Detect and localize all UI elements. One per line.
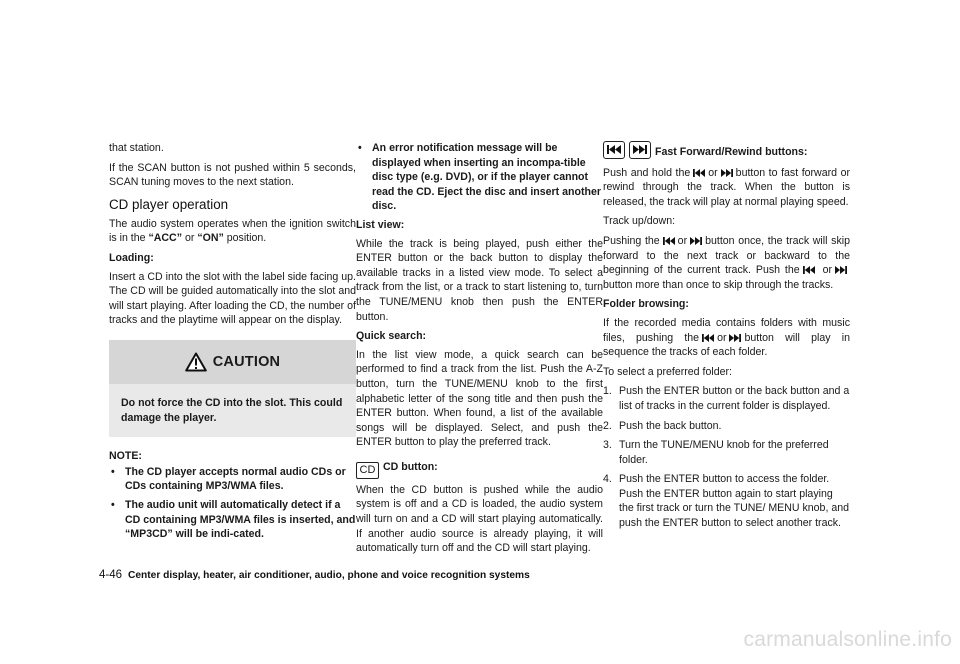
section-heading-cd-player: CD player operation xyxy=(109,196,229,212)
skip-forward-icon xyxy=(690,237,702,245)
caution-triangle-icon xyxy=(185,352,207,372)
skip-forward-icon xyxy=(729,334,741,342)
list-item: 3. Turn the TUNE/MENU knob for the preferred folder. xyxy=(603,439,829,466)
cd-icon: CD xyxy=(356,462,379,479)
text-folder: If the recorded media contains folders with music files, pushing the or button will play in sequence the tracks of each folder. xyxy=(603,316,850,359)
steps-list xyxy=(603,384,850,530)
subheading-cd-button: CD CD button: xyxy=(356,460,603,479)
note-label: NOTE: xyxy=(109,450,142,463)
subheading-list-view: List view: xyxy=(356,218,405,231)
column-left xyxy=(109,141,356,546)
column-middle xyxy=(356,141,603,561)
note-item: • The audio unit will automatically detect if a CD containing MP3/WMA files is inserted, and “MP3CD” will be indi-cated. xyxy=(109,498,356,542)
text-scan: If the SCAN button is not pushed within 5 seconds, SCAN tuning moves to the next station. xyxy=(109,161,356,189)
skip-back-icon xyxy=(702,334,714,342)
note-item: • The CD player accepts normal audio CDs or CDs containing MP3/WMA files. xyxy=(109,465,356,494)
caution-header xyxy=(109,340,356,384)
subheading-loading: Loading: xyxy=(109,251,154,264)
page-number: 4-46 xyxy=(99,569,123,581)
skip-forward-icon xyxy=(835,266,847,274)
column-right xyxy=(603,141,850,536)
text-quick-search: In the list view mode, a quick search can be performed to find a track from the list. Push the A-Z button, turn the TUNE/MENU knob to the first alphabetic letter of the song title and then push the ENTER button. When found, a list of the available songs will be displayed. Select, and push the ENTER button to play the preferred track. xyxy=(356,348,603,449)
list-item: 2. Push the back button. xyxy=(603,419,722,432)
list-item: 1. Push the ENTER button or the back button and a list of tracks in the current folder is displayed. xyxy=(603,385,850,412)
skip-back-icon xyxy=(603,141,625,159)
page-footer xyxy=(99,569,530,581)
text-loading: Insert a CD into the slot with the label side facing up. The CD will be guided automatically into the slot and will start playing. After loading the CD, the number of tracks and the playtime will appear on the display. xyxy=(109,270,356,327)
subheading-folder-browsing: Folder browsing: xyxy=(603,298,689,311)
text-list-view: While the track is being played, push either the ENTER button or the back button to display the available tracks in a listed view mode. To select a track from the list, or a track to start listening to, turn the TUNE/MENU knob then push the ENTER button. xyxy=(356,237,603,323)
skip-forward-icon xyxy=(721,169,733,177)
skip-back-icon xyxy=(803,266,815,274)
caution-title: CAUTION xyxy=(212,353,281,370)
text-select-folder: To select a preferred folder: xyxy=(603,365,732,378)
skip-back-icon xyxy=(663,237,675,245)
subheading-fast-forward: Fast Forward/Rewind buttons: xyxy=(603,141,850,160)
note-list-continued xyxy=(356,141,603,214)
text-continued: that station. xyxy=(109,142,164,154)
note-list xyxy=(109,465,356,542)
text-track-label: Track up/down: xyxy=(603,215,676,228)
skip-forward-icon xyxy=(629,141,651,159)
skip-back-icon xyxy=(693,169,705,177)
caution-text: Do not force the CD into the slot. This could damage the player. xyxy=(109,384,356,437)
subheading-quick-search: Quick search: xyxy=(356,330,427,343)
footer-title: Center display, heater, air conditioner, audio, phone and voice recognition systems xyxy=(128,570,530,581)
list-item: 4. Push the ENTER button to access the folder. Push the ENTER button again to start playing the first track or turn the TUNE/ MENU knob, and push the ENTER button to select another track. xyxy=(603,473,850,530)
watermark: carmanualsonline.info xyxy=(743,628,952,651)
text-cd-button: When the CD button is pushed while the audio system is off and a CD is loaded, the audio system will turn on and a CD will start playing automatically. If another audio source is already playing, it will automatically turn off and the CD will start playing. xyxy=(356,483,603,555)
text-track: Pushing the or button once, the track will skip forward to the next track or backward to the beginning of the current track. Push the orbutton more than once to skip through the tracks. xyxy=(603,234,850,291)
text-ignition: The audio system operates when the ignition switch is in the “ACC” or “ON” position. xyxy=(109,217,356,245)
note-item: • An error notification message will be displayed when inserting an incompa-tible disc type (e.g. DVD), or if the player cannot read the CD. Eject the disc and insert another disc. xyxy=(356,141,603,214)
text-fast-forward: Push and hold the or button to fast forward or rewind through the track. When the button is released, the track will play at normal playing speed. xyxy=(603,166,850,208)
caution-box xyxy=(109,340,356,437)
